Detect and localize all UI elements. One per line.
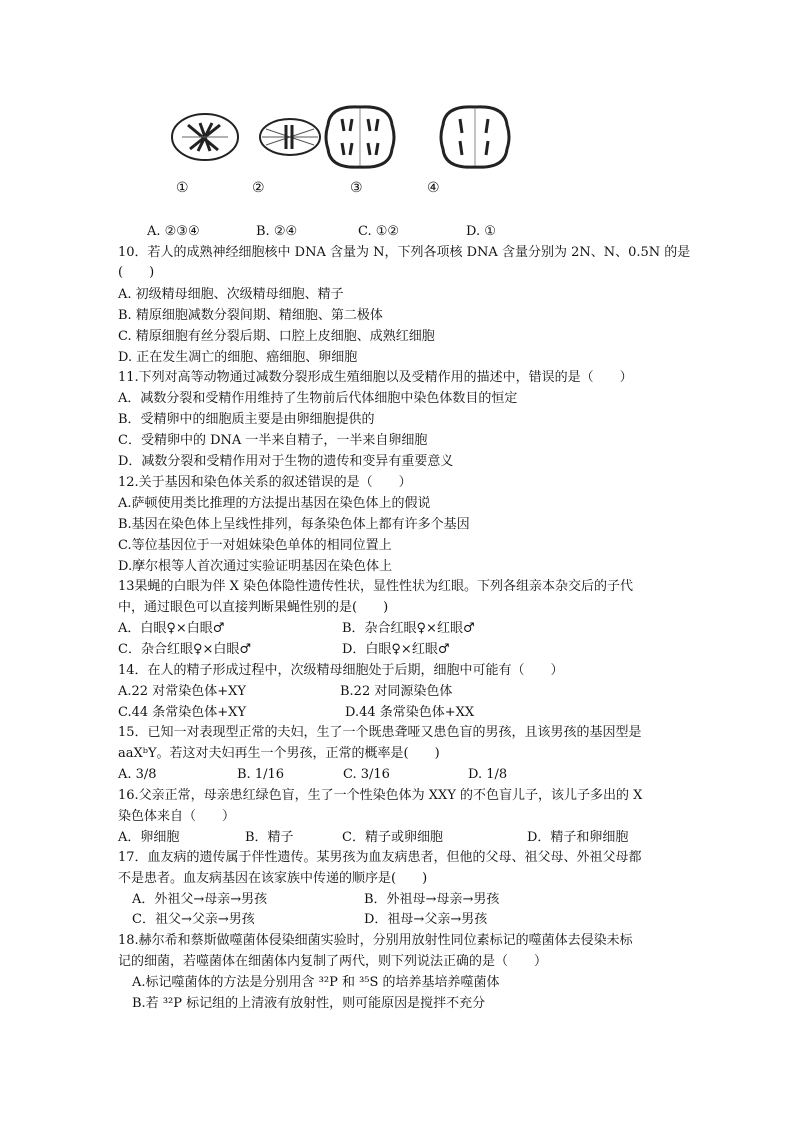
q14-stem: 14．在人的精子形成过程中，次级精母细胞处于后期，细胞中可能有（ ） [118, 663, 564, 678]
q14-option-c: C.44 条常染色体+XY [118, 705, 247, 720]
q13-stem-line1: 13果蝇的白眼为伴 X 染色体隐性遗传性状，显性性状为红眼。下列各组亲本杂交后的子代 [118, 579, 634, 594]
cell-diagram-1 [172, 114, 238, 160]
q12-stem: 12.关于基因和染色体关系的叙述错误的是（ ） [118, 475, 412, 490]
q18-option-a: A.标记噬菌体的方法是分别用含 ³²P 和 ³⁵S 的培养基培养噬菌体 [132, 975, 500, 990]
q9-option-d: D. ① [466, 224, 496, 239]
q10-option-c: C. 精原细胞有丝分裂后期、口腔上皮细胞、成熟红细胞 [118, 329, 435, 344]
q11-option-a: A．减数分裂和受精作用维持了生物前后代体细胞中染色体数目的恒定 [118, 391, 518, 406]
q15-stem-line2: aaXᵇY。若这对夫妇再生一个男孩，正常的概率是( ) [118, 746, 440, 761]
q12-option-a: A.萨顿使用类比推理的方法提出基因在染色体上的假说 [118, 496, 431, 511]
q18-stem-line1: 18.赫尔希和蔡斯做噬菌体侵染细菌实验时，分别用放射性同位素标记的噬菌体去侵染未标 [118, 933, 633, 948]
q17-stem-line2: 不是患者。血友病基因在该家族中传递的顺序是( ) [118, 871, 428, 886]
q9-option-a: A. ②③④ [147, 224, 200, 239]
q16-stem-line2: 染色体来自（ ） [118, 809, 236, 824]
q15-option-d: D. 1/8 [468, 767, 508, 782]
cell-division-figure [160, 95, 530, 180]
q15-option-b: B. 1/16 [237, 767, 285, 782]
q13-option-b: B．杂合红眼♀×红眼♂ [342, 621, 475, 636]
q10-option-d: D. 正在发生凋亡的细胞、癌细胞、卵细胞 [118, 350, 358, 365]
q16-option-a: A．卵细胞 [118, 830, 180, 845]
figure-labels [0, 180, 794, 200]
q15-option-a: A. 3/8 [118, 767, 157, 782]
q13-stem-line2: 中，通过眼色可以直接判断果蝇性别的是( ) [118, 600, 389, 615]
q10-stem-line1: 10．若人的成熟神经细胞核中 DNA 含量为 N，下列各项核 DNA 含量分别为 2N、N、0.5N 的是 [118, 245, 691, 260]
q16-option-b: B．精子 [245, 830, 294, 845]
figure-label-2: ② [252, 180, 265, 196]
q18-stem-line2: 记的细菌，若噬菌体在细菌体内复制了两代，则下列说法正确的是（ ） [118, 954, 548, 969]
q17-stem-line1: 17．血友病的遗传属于伴性遗传。某男孩为血友病患者，但他的父母、祖父母、外祖父母都 [118, 850, 642, 865]
q13-option-c: C．杂合红眼♀×白眼♂ [118, 642, 251, 657]
cell-diagram-4 [441, 107, 509, 167]
q17-option-d: D．祖母→父亲→男孩 [364, 912, 488, 927]
figure-label-4: ④ [427, 180, 440, 196]
q12-option-c: C.等位基因位于一对姐妹染色单体的相同位置上 [118, 538, 392, 553]
q10-option-b: B. 精原细胞减数分裂间期、精细胞、第二极体 [118, 308, 383, 323]
q17-option-a: A．外祖父→母亲→男孩 [132, 892, 268, 907]
q15-stem-line1: 15．已知一对表现型正常的夫妇，生了一个既患聋哑又患色盲的男孩，且该男孩的基因型是 [118, 725, 642, 740]
figure-label-1: ① [176, 180, 189, 196]
q10-option-a: A. 初级精母细胞、次级精母细胞、精子 [118, 287, 344, 302]
q12-option-b: B.基因在染色体上呈线性排列，每条染色体上都有许多个基因 [118, 517, 470, 532]
q17-option-b: B．外祖母→母亲→男孩 [364, 892, 500, 907]
cell-diagram-3 [326, 107, 394, 167]
q12-option-d: D.摩尔根等人首次通过实验证明基因在染色体上 [118, 559, 393, 574]
q10-stem-line2: ( ) [118, 265, 155, 280]
q14-option-d: D.44 条常染色体+XX [345, 705, 475, 720]
q16-option-d: D．精子和卵细胞 [527, 830, 629, 845]
q14-option-a: A.22 对常染色体+XY [118, 684, 246, 699]
q16-option-c: C．精子或卵细胞 [342, 830, 443, 845]
q9-option-c: C. ①② [358, 224, 400, 239]
q9-option-b: B. ②④ [256, 224, 298, 239]
q15-option-c: C. 3/16 [343, 767, 390, 782]
figure-label-3: ③ [350, 180, 363, 196]
q17-option-c: C．祖父→父亲→男孩 [132, 912, 255, 927]
q11-option-d: D．减数分裂和受精作用对于生物的遗传和变异有重要意义 [118, 454, 454, 469]
q16-stem-line1: 16.父亲正常，母亲患红绿色盲，生了一个性染色体为 XXY 的不色盲儿子，该儿子多出的 X [118, 788, 643, 803]
q11-option-c: C．受精卵中的 DNA 一半来自精子，一半来自卵细胞 [118, 433, 428, 448]
q11-stem: 11.下列对高等动物通过减数分裂形成生殖细胞以及受精作用的描述中，错误的是（ ） [118, 370, 633, 385]
q11-option-b: B．受精卵中的细胞质主要是由卵细胞提供的 [118, 412, 375, 427]
q13-option-d: D．白眼♀×红眼♂ [342, 642, 450, 657]
cell-diagram-2 [260, 119, 320, 155]
q18-option-b: B.若 ³²P 标记组的上清液有放射性，则可能原因是搅拌不充分 [132, 996, 486, 1011]
q13-option-a: A．白眼♀×白眼♂ [118, 621, 225, 636]
q14-option-b: B.22 对同源染色体 [340, 684, 453, 699]
